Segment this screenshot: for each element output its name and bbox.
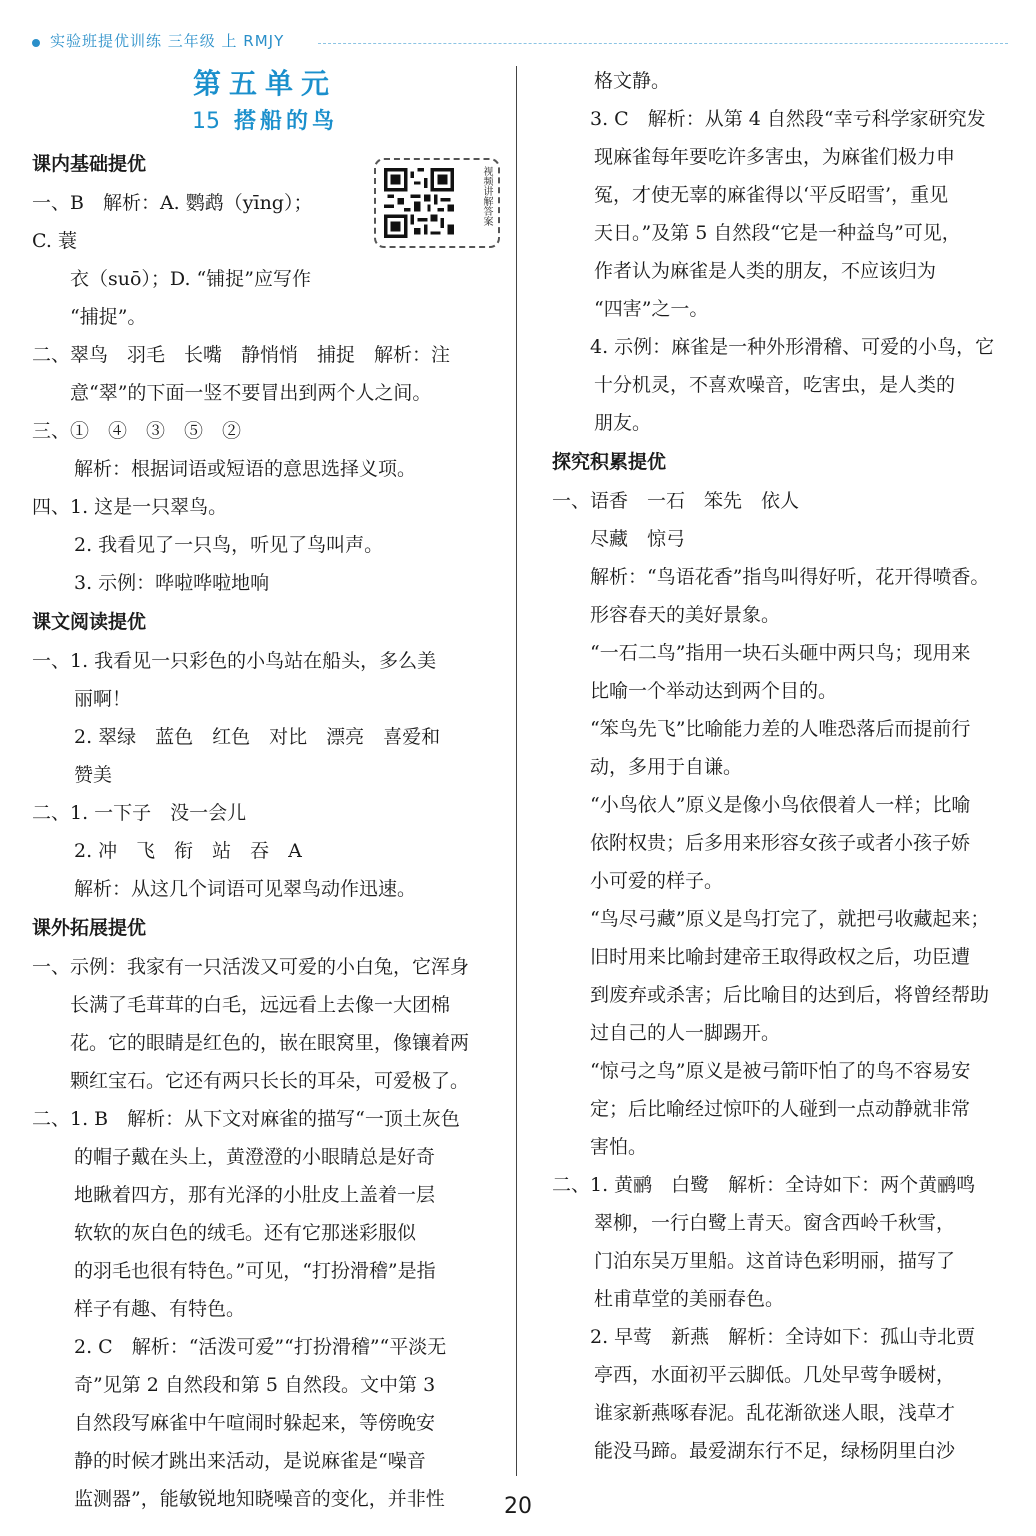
text-line: 花。它的眼睛是红色的，嵌在眼窝里，像镶着两 [70,1032,470,1054]
text-line: 一、1. 我看见一只彩色的小鸟站在船头，多么美 [32,650,437,672]
text-line: 一、B 解析：A. 鹦鹉（yīng）；C. 蓑 [32,192,313,252]
text-line: “惊弓之鸟”原义是被弓箭吓怕了的鸟不容易安 [590,1060,971,1082]
text-line: 意“翠”的下面一竖不要冒出到两个人之间。 [70,382,432,404]
header-rule [318,43,1008,44]
left-body [32,144,498,1518]
header-dot [32,39,40,47]
text-line: “鸟尽弓藏”原义是鸟打完了，就把弓收藏起来； [590,908,990,930]
text-line: 尽藏 惊弓 [590,528,686,550]
text-line: 4. 示例：麻雀是一种外形滑稽、可爱的小鸟，它 [590,336,995,358]
text-line: 奇”见第 2 自然段和第 5 自然段。文中第 3 [74,1374,436,1396]
text-line: 过自己的人一脚踢开。 [590,1022,781,1044]
text-line: 3. C 解析：从第 4 自然段“幸亏科学家研究发 [590,108,986,130]
text-line: 格文静。 [594,70,671,92]
text-line: “小鸟依人”原义是像小鸟依偎着人一样；比喻 [590,794,971,816]
text-line: 二、1. 黄鹂 白鹭 解析：全诗如下：两个黄鹂鸣 [552,1174,976,1196]
text-line: 解析：根据词语或短语的意思选择义项。 [74,458,417,480]
text-line: 能没马蹄。最爱湖东行不足，绿杨阴里白沙 [594,1440,956,1462]
right-body [552,62,1002,1470]
text-line: 朋友。 [594,412,652,434]
text-line: 杜甫草堂的美丽春色。 [594,1288,785,1310]
page-header [28,30,1008,54]
text-line: “捕捉”。 [70,306,147,328]
text-line: 二、1. 一下子 没一会儿 [32,802,247,824]
text-line: 谁家新燕啄春泥。乱花渐欲迷人眼，浅草才 [594,1402,956,1424]
qr-code-icon[interactable] [384,168,454,238]
column-divider [516,66,517,1476]
text-line: 解析：“鸟语花香”指鸟叫得好听，花开得喷香。 [590,566,990,588]
text-line: 作者认为麻雀是人类的朋友，不应该归为 [594,260,937,282]
text-line: 静的时候才跳出来活动，是说麻雀是“噪音 [74,1450,426,1472]
text-line: 2. 我看见了一只鸟，听见了鸟叫声。 [74,534,384,556]
text-line: “笨鸟先飞”比喻能力差的人唯恐落后而提前行 [590,718,971,740]
text-line: 依附权贵；后多用来形容女孩子或者小孩子娇 [590,832,971,854]
text-line: 样子有趣、有特色。 [74,1298,246,1320]
text-line: 冤，才使无辜的麻雀得以‘平反昭雪’，重见 [594,184,949,206]
text-line: 2. 早莺 新燕 解析：全诗如下：孤山寺北贾 [590,1326,976,1348]
text-line: 二、翠鸟 羽毛 长嘴 静悄悄 捕捉 解析：注 [32,344,451,366]
header-title: 实验班提优训练 三年级 上 RMJY [50,32,285,50]
text-line: 软软的灰白色的绒毛。还有它那迷彩服似 [74,1222,417,1244]
text-line: 解析：从这几个词语可见翠鸟动作迅速。 [74,878,417,900]
page-number: 20 [504,1494,532,1519]
text-line: 四、1. 这是一只翠鸟。 [32,496,228,518]
text-line: 赞美 [74,764,113,786]
text-line: 2. 翠绿 蓝色 红色 对比 漂亮 喜爱和 [74,726,441,748]
text-line: 丽啊！ [74,688,132,710]
text-line: 害怕。 [590,1136,648,1158]
text-line: 一、语香 一石 笨先 依人 [552,490,800,512]
lesson-number: 15 [191,109,220,134]
text-line: 十分机灵，不喜欢噪音，吃害虫，是人类的 [594,374,956,396]
text-line: 到废弃或杀害；后比喻目的达到后，将曾经帮助 [590,984,990,1006]
text-line: “四害”之一。 [594,298,709,320]
text-line: 长满了毛茸茸的白毛，远远看上去像一大团棉 [70,994,451,1016]
text-line: 2. C 解析：“活泼可爱”“打扮滑稽”“平淡无 [74,1336,447,1358]
text-line: 现麻雀每年要吃许多害虫，为麻雀们极力申 [594,146,956,168]
unit-title: 第五单元 [192,67,337,100]
text-line: 的帽子戴在头上，黄澄澄的小眼睛总是好奇 [74,1146,436,1168]
text-line: 自然段写麻雀中午喧闹时躲起来，等傍晚安 [74,1412,436,1434]
text-line: 衣（suō）；D. “铺捉”应写作 [70,268,311,290]
text-line: 一、示例：我家有一只活泼又可爱的小白兔，它浑身 [32,956,470,978]
text-line: 三、① ④ ③ ⑤ ② [32,420,242,442]
section-heading: 课内基础提优 [32,153,147,175]
text-line: 亭西，水面初平云脚低。几处早莺争暖树， [594,1364,956,1386]
section-heading: 课外拓展提优 [32,917,147,939]
left-column [32,62,498,1518]
text-line: 天日。”及第 5 自然段“它是一种益鸟”可见， [594,222,961,244]
section-heading: 探究积累提优 [552,451,667,473]
text-line: 比喻一个举动达到两个目的。 [590,680,838,702]
text-line: 小可爱的样子。 [590,870,724,892]
text-line: 的羽毛也很有特色。”可见，“打扮滑稽”是指 [74,1260,436,1282]
text-line: 二、1. B 解析：从下文对麻雀的描写“一顶土灰色 [32,1108,460,1130]
text-line: 旧时用来比喻封建帝王取得政权之后，功臣遭 [590,946,971,968]
text-line: 形容春天的美好景象。 [590,604,781,626]
qr-code-box[interactable] [374,158,500,248]
text-line: 2. 冲 飞 衔 站 吞 A [74,840,302,862]
text-line: 颗红宝石。它还有两只长长的耳朵，可爱极了。 [70,1070,470,1092]
lesson-title [32,104,498,140]
text-line: 定；后比喻经过惊吓的人碰到一点动静就非常 [590,1098,971,1120]
text-line: 3. 示例：哗啦哗啦地响 [74,572,270,594]
text-line: 翠柳，一行白鹭上青天。窗含西岭千秋雪， [594,1212,956,1234]
text-line: “一石二鸟”指用一块石头砸中两只鸟；现用来 [590,642,971,664]
lesson-name: 搭船的鸟 [233,109,338,134]
text-line: 监测器”，能敏锐地知晓噪音的变化，并非性 [74,1488,445,1510]
qr-label: 视频讲解答案 [481,166,492,226]
right-column [552,62,1002,1470]
text-line: 动，多用于自谦。 [590,756,743,778]
section-heading: 课文阅读提优 [32,611,147,633]
text-line: 门泊东吴万里船。这首诗色彩明丽，描写了 [594,1250,956,1272]
text-line: 地瞅着四方，那有光泽的小肚皮上盖着一层 [74,1184,436,1206]
